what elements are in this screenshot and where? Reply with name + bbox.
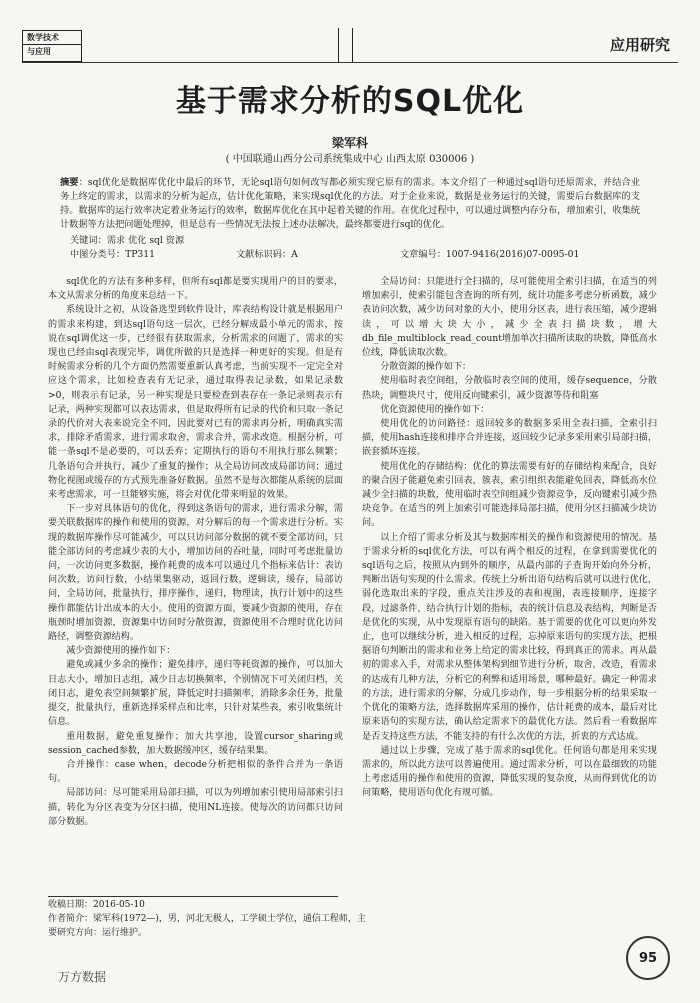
author-bio: 作者简介：梁军科(1972—)，男，河北无极人，工学硕士学位，通信工程师，主要研究方向：运行维护。 (48, 914, 366, 938)
section-label: 应用研究 (609, 36, 670, 54)
paragraph: 分散资源的操作如下： (380, 362, 472, 373)
header-rule (22, 62, 678, 63)
paragraph: 使用临时表空间组，分散临时表空间的使用，缓存sequence，分散热块，调整块尺寸，使用反向键索引，减少资源等待和阻塞 (362, 376, 657, 401)
header-divider-left (338, 28, 339, 62)
page-number-badge (626, 936, 670, 980)
right-column (362, 275, 657, 801)
watermark: 万方数据 (58, 970, 107, 984)
received-date: 收稿日期：2016-05-10 (48, 900, 145, 910)
clc-number: 中图分类号：TP311 (70, 249, 155, 260)
paragraph: 重用数据，避免重复操作；加大共享池，设置cursor_sharing或session_cached参数，加大数据缓冲区，缓存结果集。 (48, 731, 343, 756)
journal-name-line2: 与应用 (23, 44, 81, 58)
abstract-label: 摘要 (60, 177, 79, 188)
paragraph: 系统设计之初，从设备选型到软件设计，库表结构设计就是根据用户的需求来构建，到达sql语句这一层次，已经分解成最小单元的需求，按说在sql调优这一步，已经很有获取需求，分析需求的问题了，需求的实现也已经由sql表现完毕，调优所做的只是选择一种更好的实现。但是有时候需求分析的几个方面仍然需要重新认真考虑，当前实现不一定完全对应这个需求，比如检查表有无记录，通过取得表记录数，如果记录数>0，则表示有记录，另一种实现是只要检查到表存在一条记录则表示有记录，两种实现都可以表达需求，但是取得所有记录的代价和只取一条记录的代价对大表来说完全不同，因此要对已有的需求再分析，明确真实需求，排除矛盾需求，进行需求取舍，需求合并，需求改造。根据分析，可能一条sql不是必要的，可以丢弃；定期执行的语句不用执行那么频繁；几条语句合并执行，减少了重复的操作；从全局访问改成局部访问；通过物化视图或缓存的方式预先准备好数据。虽然不是每次都能从系统的层面来考虑需求，可一旦能够实施，将会对优化带来明显的效果。 (48, 305, 343, 501)
footnote-rule (48, 896, 338, 897)
author-affiliation: ( 中国联通山西分公司系统集成中心 山西太原 030006 ) (225, 154, 475, 165)
paragraph: 使用优化的存储结构：优化的算法需要有好的存储结构来配合，良好的聚合因子能避免索引回表，簇表，索引组织表能避免回表，降低高水位减少全扫描的块数，使用临时表空间组减少资源竞争，反向键索引减少热块竞争。在适当的列上加索引可能选择局部扫描，使用分区扫描减少块访问。 (362, 461, 657, 529)
article-title: 基于需求分析的SQL优化 (175, 84, 525, 119)
paragraph: 避免或减少多余的操作；避免排序，递归等耗资源的操作，可以加大日志大小，增加日志组，减少日志切换频率，个别情况下可关闭归档，关闭日志，避免表空间频繁扩展，降低定时扫描频率，消除多余任务，批量提交，批量执行，重新选择采样点和比率，只针对某些表，索引收集统计信息。 (48, 660, 343, 728)
paragraph: 局部访问：尽可能采用局部扫描，可以为列增加索引使用局部索引扫描，转化为分区表变为分区扫描，使用NL连接。使每次的访问都只访问部分数据。 (48, 788, 343, 827)
journal-logo (22, 30, 82, 62)
page-number: 95 (638, 950, 658, 966)
document-code: 文献标识码：A (236, 249, 298, 260)
paragraph: 合并操作：case when，decode分析把相似的条件合并为一条语句。 (48, 759, 343, 785)
paragraph: 全局访问：只能进行全扫描的，尽可能使用全索引扫描，在适当的列增加索引，使索引能包含查询的所有列，统计功能多考虑分析函数，减少表访问次数，减少访问对象的大小，使用分区表，进行表压缩，减少逻辑读，可以增大块大小，减少全表扫描块数，增大db_file_multiblock_read_count增加单次扫描所读取的块数，降低高水位线，降低读取次数。 (362, 277, 657, 359)
left-column (48, 275, 343, 829)
author-name: 梁军科 (331, 136, 368, 150)
keywords: 关键词：需求 优化 sql 资源 (70, 235, 185, 246)
paragraph: 使用优化的访问路径：返回较多的数据多采用全表扫描，全索引扫描，使用hash连接和排序合并连接，返回较少记录多采用索引局部扫描，嵌套循环连接。 (362, 419, 657, 458)
footnote (48, 898, 368, 940)
article-number: 文章编号：1007-9416(2016)07-0095-01 (400, 249, 580, 260)
paragraph: 减少资源使用的操作如下： (66, 646, 176, 657)
paragraph: 优化资源使用的操作如下： (380, 404, 490, 415)
paragraph: 下一步对具体语句的优化，得到这条语句的需求，进行需求分解，需要关联数据库的操作和使用的资源，对分解后的每一个需求进行分析。实现的数据库操作尽可能减少，可以只访问部分数据的就不要全部访问，只能全部访问的考虑减少表的大小，增加访问的吞吐量，同时可考虑批量访问，一次访问更多数据，操作耗费的成本可以通过几个指标来估计：表访问次数，访问行数，小结果集驱动，返回行数，逻辑读，缓存，局部访问，全局访问，批量执行，排序操作，递归，物理读，执行计划中的这些操作都能估计出成本的大小。使用的资源方面，要减少资源的使用，存在瓶颈时增加资源，资源集中访问时分散资源，资源使用不合理时优化访问路径，调整资源结构。 (48, 504, 343, 643)
abstract (60, 176, 640, 232)
abstract-text: ：sql优化是数据库优化中最后的环节，无论sql语句如何改写都必须实现它原有的需求。本文介绍了一种通过sql语句还原需求，并结合业务上终定的需求，以需求的分析为起点，估计优化策略，来实现sql优化的方法。对于企业来说，数据是业务运行的关键，需要后台数据库的支持。数据库的运行效率决定着业务运行的效率，数据库优化在其中起着关键的作用。在优化过程中，可以通过调整内存分布，增加索引，收集统计数据等方法把问题处理掉，但是总有一些情况无法按上述办法解决，最终都要进行sql的优化。 (60, 177, 640, 230)
paragraph: 通过以上步骤，完成了基于需求的sql优化。任何语句都是用来实现需求的，所以此方法可以普遍使用。通过需求分析，可以在最细致的功能上考虑适用的操作和使用的资源，降低实现的复杂度，从而得到优化的访问策略，使用语句优化有规可循。 (362, 745, 657, 799)
paragraph: sql优化的方法有多种多样，但所有sql都是要实现用户的目的要求，本文从需求分析的角度来总结一下。 (48, 277, 343, 302)
header-divider-right (352, 28, 353, 62)
paragraph: 以上介绍了需求分析及其与数据库相关的操作和资源使用的情况。基于需求分析的sql优化方法，可以有两个相反的过程，在拿到需要优化的sql语句之后，按照从内到外的顺序，从最内部的子查询开始向外分析，判断出语句实现的什么需求。传统上分析出语句结构后就可以进行优化，弱化选取出来的字段，重点关注涉及的表和视图，表连接顺序，连接字段，过滤条件，结合执行计划的指标，表的统计信息及表结构，判断是否是优化的实现，从中发现原有语句的缺陷。基于需要的优化可以更向外发止，也可以继续分析，进入相反的过程，忘掉原来语句的实现方法，把根据语句判断出的需求和业务上给定的需求比较，得到真正的需求。再从最初的需求入手，对需求从整体架构到细节进行分析，取舍，改造，看需求的达成有几种方法，分析它的利弊和适用场景，哪种最好。确定一种需求的方法，进行需求的分解，分成几步动作，每一步根据分析的结果采取一个优化的策略方法，选择数据库采用的操作，估计耗费的成本，最后对比原来语句的实现方法，确认给定需求下的最优化方法。然后看一看数据库是否支持这些方法，不能支持的有什么次优的方法，折衷的方式达成。 (362, 532, 657, 742)
journal-name-line1: 数学技术 (27, 32, 59, 42)
